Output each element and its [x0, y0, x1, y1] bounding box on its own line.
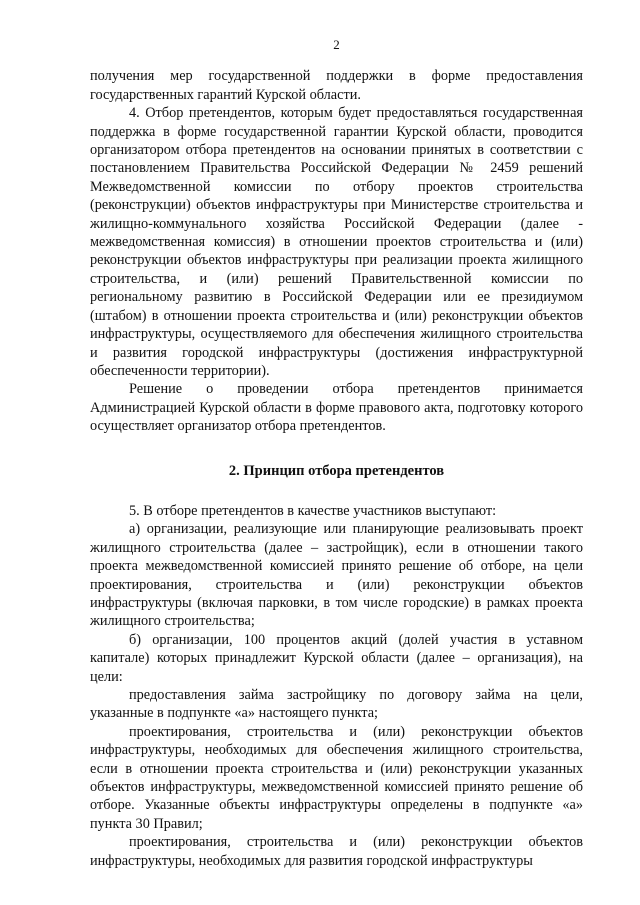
paragraph-item-4: 4. Отбор претендентов, которым будет предоставляться государственная поддержка в форме государственной гарантии Курской области, проводится организатором отбора претендентов на основании принятых в соответствии с постановлением Правительства Российской Федерации № 2459 решений Межведомственной комиссии по отбору проектов строительства (реконструкции) объектов инфраструктуры при Министерстве строительства и жилищно-коммунального хозяйства Российской Федерации (далее - межведомственная комиссия) в отношении проектов строительства и (или) реконструкции объектов инфраструктуры при реализации проекта жилищного строительства, и (или) решений Правительственной комиссии по региональному развитию в Российской Федерации или ее президиумом (штабом) в отношении проекта строительства и (или) реконструкции объектов инфраструктуры, осуществляемого для обеспечения жилищного строительства и развития городской инфраструктуры (достижения инфраструктурной обеспеченности территории).: [90, 105, 583, 379]
paragraph-decision: Решение о проведении отбора претендентов принимается Администрацией Курской области в форме правового акта, подготовку которого осуществляет организатор отбора претендентов.: [90, 381, 583, 435]
paragraph-subitem-b: б) организации, 100 процентов акций (долей участия в уставном капитале) которых принадлежит Курской области (далее – организация), на цели:: [90, 631, 583, 685]
paragraph-item-5: 5. В отборе претендентов в качестве участников выступают:: [129, 502, 497, 519]
section-heading: 2. Принцип отбора претендентов: [228, 462, 445, 479]
paragraph-loan: предоставления займа застройщику по договору займа на цели, указанные в подпункте «а» настоящего пункта;: [90, 687, 583, 722]
page-number: 2: [333, 37, 340, 52]
document-page: [90, 36, 583, 870]
paragraph-subitem-a: а) организации, реализующие или планирующие реализовывать проект жилищного строительства (далее – застройщик), если в отношении такого проекта межведомственной комиссией принято решение об отборе, на цели проектирования, строительства и (или) реконструкции объектов инфраструктуры (включая парковки, в том числе городские) в рамках проекта жилищного строительства;: [90, 521, 583, 630]
paragraph-continuation: получения мер государственной поддержки в форме предоставления государственных гарантий Курской области.: [90, 68, 583, 103]
paragraph-infrastructure-housing: проектирования, строительства и (или) реконструкции объектов инфраструктуры, необходимых для обеспечения жилищного строительства, если в отношении проекта строительства и (или) реконструкции указанных объектов инфраструктуры, межведомственной комиссией принято решение об отборе. Указанные объекты инфраструктуры определены в подпункте «а» пункта 30 Правил;: [90, 723, 583, 832]
paragraph-infrastructure-urban: проектирования, строительства и (или) реконструкции объектов инфраструктуры, необходимых для развития городской инфраструктуры: [90, 834, 583, 869]
